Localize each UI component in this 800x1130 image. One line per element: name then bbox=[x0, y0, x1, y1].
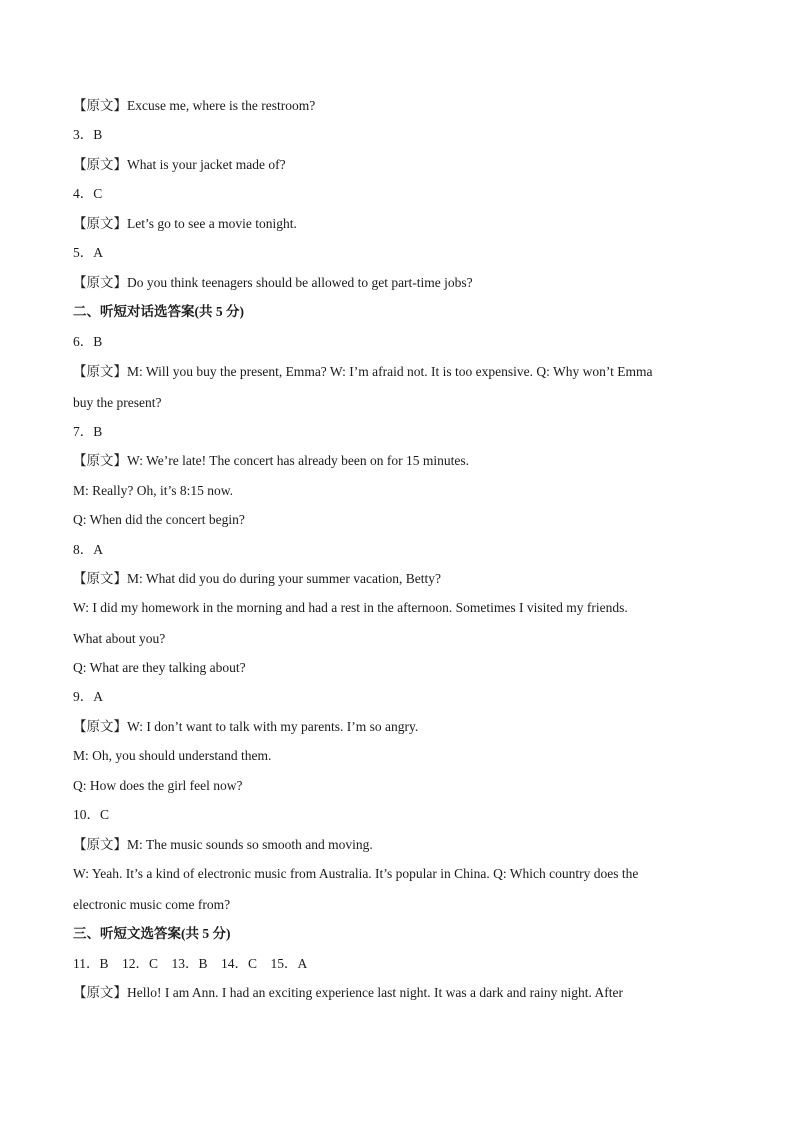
transcript-line: M: Oh, you should understand them. bbox=[73, 748, 272, 763]
answer-line: 8．A bbox=[73, 542, 103, 557]
answer-line: 3．B bbox=[73, 127, 103, 142]
transcript-line: 【原文】M: Will you buy the present, Emma? W: I’m afraid not. It is too expensive. Q: Why won’t Emma bbox=[73, 364, 653, 379]
transcript-line: What about you? bbox=[73, 631, 166, 646]
answer-line: 6．B bbox=[73, 334, 103, 349]
transcript-line: 【原文】M: The music sounds so smooth and moving. bbox=[73, 837, 373, 852]
transcript-line: 【原文】Do you think teenagers should be allowed to get part-time jobs? bbox=[73, 275, 473, 290]
transcript-line: W: Yeah. It’s a kind of electronic music from Australia. It’s popular in China. Q: Which country does the bbox=[73, 866, 639, 881]
transcript-line: Q: What are they talking about? bbox=[73, 660, 246, 675]
answer-line: 7．B bbox=[73, 424, 103, 439]
transcript-line: 【原文】W: I don’t want to talk with my parents. I’m so angry. bbox=[73, 719, 419, 734]
answer-line: 10．C bbox=[73, 807, 110, 822]
section-heading: 二、听短对话选答案(共 5 分) bbox=[73, 304, 244, 319]
transcript-line: buy the present? bbox=[73, 395, 162, 410]
transcript-line: 【原文】W: We’re late! The concert has already been on for 15 minutes. bbox=[73, 453, 470, 468]
section-heading: 三、听短文选答案(共 5 分) bbox=[73, 926, 231, 941]
answer-line: 11．B 12．C 13．B 14．C 15．A bbox=[73, 956, 308, 971]
answer-line: 5．A bbox=[73, 245, 103, 260]
transcript-line: electronic music come from? bbox=[73, 897, 231, 912]
transcript-line: 【原文】Let’s go to see a movie tonight. bbox=[73, 216, 297, 231]
transcript-line: M: Really? Oh, it’s 8:15 now. bbox=[73, 483, 233, 498]
transcript-line: 【原文】What is your jacket made of? bbox=[73, 157, 286, 172]
transcript-line: Q: How does the girl feel now? bbox=[73, 778, 243, 793]
transcript-line: W: I did my homework in the morning and had a rest in the afternoon. Sometimes I visited my friends. bbox=[73, 600, 628, 615]
transcript-line: 【原文】Hello! I am Ann. I had an exciting experience last night. It was a dark and rainy night. After bbox=[73, 985, 623, 1000]
transcript-line: Q: When did the concert begin? bbox=[73, 512, 245, 527]
transcript-line: 【原文】M: What did you do during your summer vacation, Betty? bbox=[73, 571, 441, 586]
answer-line: 4．C bbox=[73, 186, 103, 201]
transcript-line: 【原文】Excuse me, where is the restroom? bbox=[73, 98, 316, 113]
answer-line: 9．A bbox=[73, 689, 103, 704]
